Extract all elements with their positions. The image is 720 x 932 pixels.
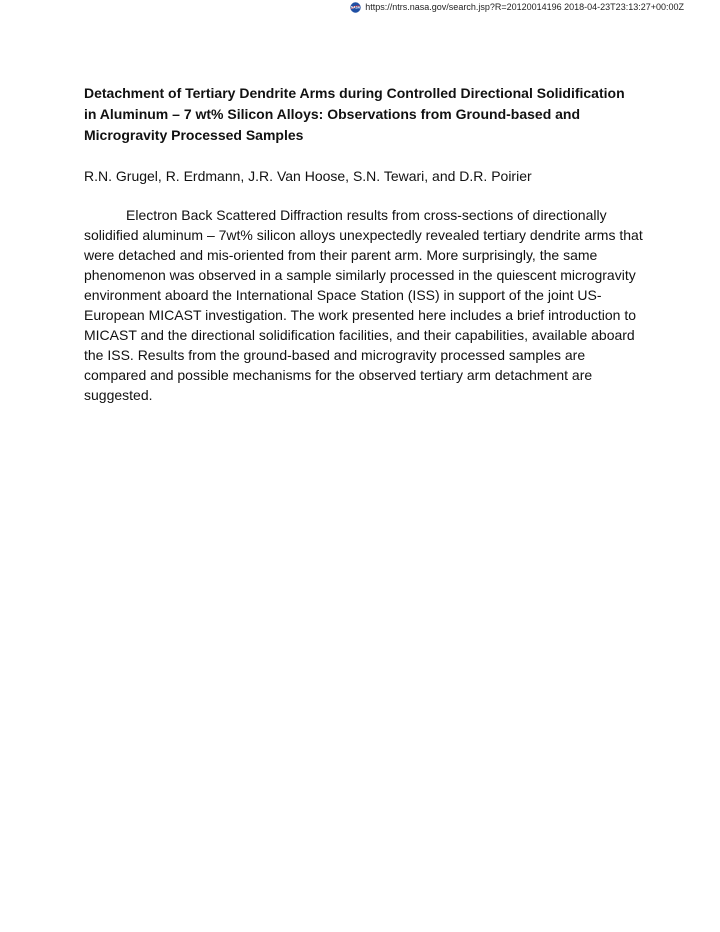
nasa-meatball-icon: [350, 2, 361, 13]
document-title: [84, 83, 644, 146]
source-stamp: [350, 0, 684, 14]
title-line-3: Microgravity Processed Samples: [84, 127, 304, 143]
author-list: R.N. Grugel, R. Erdmann, J.R. Van Hoose, S.N. Tewari, and D.R. Poirier: [84, 168, 532, 184]
title-line-1: Detachment of Tertiary Dendrite Arms during Controlled Directional Solidification: [84, 85, 625, 101]
title-line-2: in Aluminum – 7 wt% Silicon Alloys: Observations from Ground-based and: [84, 106, 581, 122]
document-body: [84, 83, 644, 405]
svg-text:NASA: NASA: [351, 5, 361, 10]
source-stamp-text: https://ntrs.nasa.gov/search.jsp?R=20120014196 2018-04-23T23:13:27+00:00Z: [365, 2, 684, 12]
abstract-paragraph: Electron Back Scattered Diffraction results from cross-sections of directionally solidified aluminum – 7wt% silicon alloys unexpectedly revealed tertiary dendrite arms that were detached and mis-oriented from their parent arm. More surprisingly, the same phenomenon was observed in a sample similarly processed in the quiescent microgravity environment aboard the International Space Station (ISS) in support of the joint US-European MICAST investigation. The work presented here includes a brief introduction to MICAST and the directional solidification facilities, and their capabilities, available aboard the ISS. Results from the ground-based and microgravity processed samples are compared and possible mechanisms for the observed tertiary arm detachment are suggested.: [84, 207, 643, 403]
